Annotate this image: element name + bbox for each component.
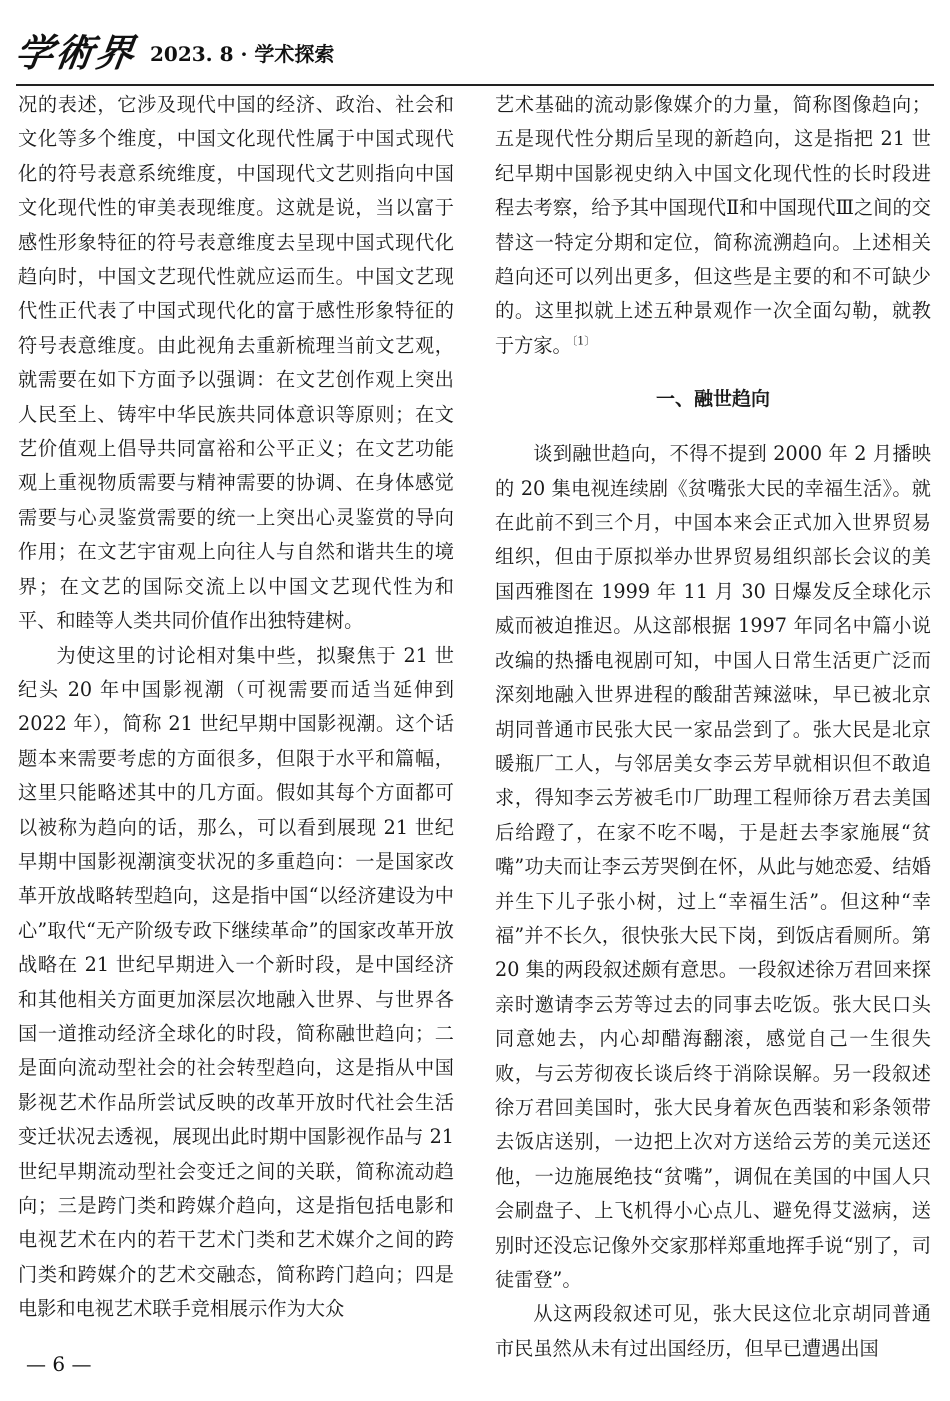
right-paragraph-3: 从这两段叙述可见，张大民这位北京胡同普通市民虽然从未有过出国经历，但早已遭遇出国 [495, 1302, 931, 1360]
header-rule [16, 84, 934, 86]
left-paragraph-2: 为使这里的讨论相对集中些，拟聚焦于 21 世纪头 20 年中国影视潮（可视需要而适当延伸到 2022 年），简称 21 世纪早期中国影视潮。这个话题本来需要考虑的方面很多，但限于水平和篇幅，这里只能略述其中的几方面。假如其每个方面都可以被称为趋向的话，那么，可以看到展现 21 世纪早期中国影视潮演变状况的多重趋向：一是国家改革开放战略转型趋向，这是指中国“以经济建设为中心”取代“无产阶级专政下继续革命”的国家改革开放战略在 21 世纪早期进入一个新时段，是中国经济和其他相关方面更加深层次地融入世界、与世界各国一道推动经济全球化的时段，简称融世趋向；二是面向流动型社会的社会转型趋向，这是指从中国影视艺术作品所尝试反映的改革开放时代社会生活变迁状况去透视，展现出此时期中国影视作品与 21 世纪早期流动型社会变迁之间的关联，简称流动趋向；三是跨门类和跨媒介趋向，这是指包括电影和电视艺术在内的若干艺术门类和艺术媒介之间的跨门类和跨媒介的艺术交融态，简称跨门趋向；四是电影和电视艺术联手竞相展示作为大众 [18, 643, 454, 1321]
right-column [495, 88, 931, 1366]
section-title: 一、融世趋向 [655, 388, 770, 411]
issue-line: 2023. 8 · 学术探索 [150, 42, 335, 66]
right-paragraph-1 [495, 88, 931, 363]
left-paragraph-1: 况的表述，它涉及现代中国的经济、政治、社会和文化等多个维度，中国文化现代性属于中国式现代化的符号表意系统维度，中国现代文艺则指向中国文化现代性的审美表现维度。这就是说，当以富于感性形象特征的符号表意维度去呈现中国式现代化趋向时，中国文艺现代性就应运而生。中国文艺现代性正代表了中国式现代化的富于感性形象特征的符号表意维度。由此视角去重新梳理当前文艺观，就需要在如下方面予以强调：在文艺创作观上突出人民至上、铸牢中华民族共同体意识等原则；在文艺价值观上倡导共同富裕和公平正义；在文艺功能观上重视物质需要与精神需要的协调、在身体感觉需要与心灵鉴赏需要的统一上突出心灵鉴赏的导向作用；在文艺宇宙观上向往人与自然和谐共生的境界；在文艺的国际交流上以中国文艺现代性为和平、和睦等人类共同价值作出独特建树。 [18, 93, 454, 633]
page-number: — 6 — [26, 1352, 92, 1376]
right-paragraph-1-text: 艺术基础的流动影像媒介的力量，简称图像趋向；五是现代性分期后呈现的新趋向，这是指把 21 世纪早期中国影视史纳入中国文化现代性的长时段进程去考察，给予其中国现代Ⅱ和中国现代Ⅲ之间的交替这一特定分期和定位，简称流溯趋向。上述相关趋向还可以列出更多，但这些是主要的和不可缺少的。这里拟就上述五种景观作一次全面勾勒，就教于方家。 [495, 93, 931, 357]
journal-logo: 学術界 [12, 30, 139, 75]
right-paragraph-2: 谈到融世趋向，不得不提到 2000 年 2 月播映的 20 集电视连续剧《贫嘴张大民的幸福生活》。就在此前不到三个月，中国本来会正式加入世界贸易组织，但由于原拟举办世界贸易组织部长会议的美国西雅图在 1999 年 11 月 30 日爆发反全球化示威而被迫推迟。从这部根据 1997 年同名中篇小说改编的热播电视剧可知，中国人日常生活更广泛而深刻地融入世界进程的酸甜苦辣滋味，早已被北京胡同普通市民张大民一家品尝到了。张大民是北京暖瓶厂工人，与邻居美女李云芳早就相识但不敢追求，得知李云芳被毛巾厂助理工程师徐万君去美国后给蹬了，在家不吃不喝，于是赶去李家施展“贫嘴”功夫而让李云芳哭倒在怀，从此与她恋爱、结婚并生下儿子张小树，过上“幸福生活”。但这种“幸福”并不长久，很快张大民下岗，到饭店看厕所。第 20 集的两段叙述颇有意思。一段叙述徐万君回来探亲时邀请李云芳等过去的同事去吃饭。张大民口头同意她去，内心却醋海翻滚，感觉自己一生很失败，与云芳彻夜长谈后终于消除误解。另一段叙述徐万君回美国时，张大民身着灰色西装和彩条领带去饭店送别，一边把上次对方送给云芳的美元送还他，一边施展绝技“贫嘴”，调侃在美国的中国人只会刷盘子、上飞机得小心点儿、避免得艾滋病，送别时还没忘记像外交家那样郑重地挥手说“别了，司徒雷登”。 [495, 442, 931, 1291]
page-header [12, 14, 936, 82]
left-column [18, 88, 454, 1327]
footnote-marker: 〔1〕 [571, 334, 596, 348]
